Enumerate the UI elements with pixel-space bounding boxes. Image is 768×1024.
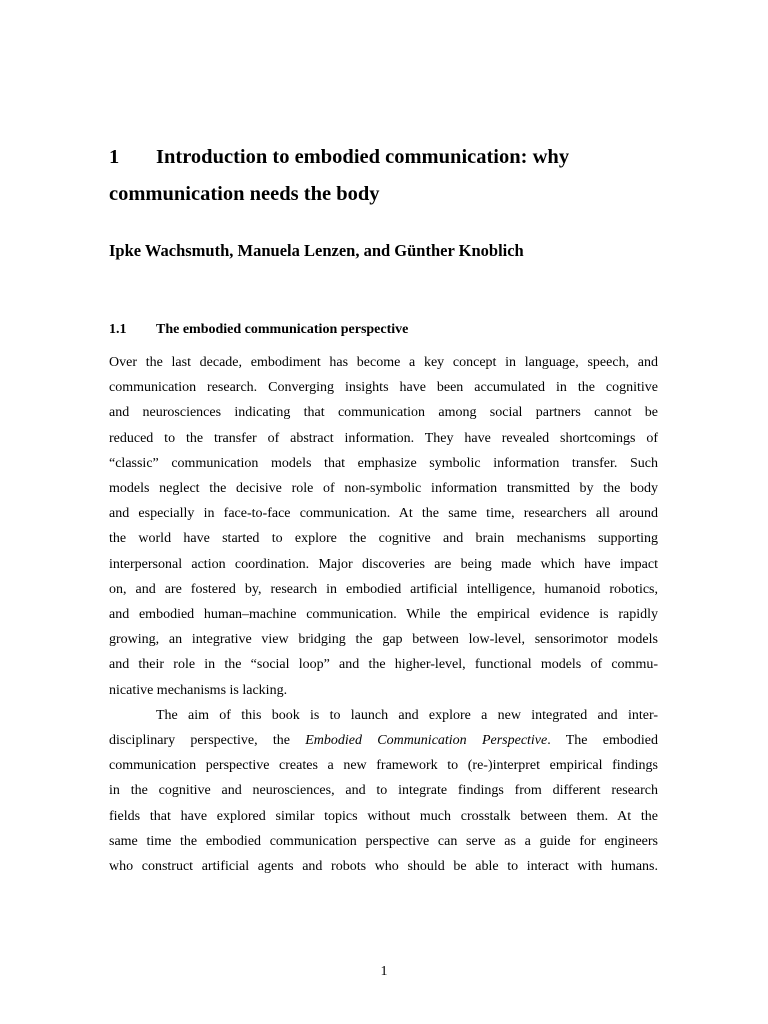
chapter-number: 1 (109, 146, 120, 168)
chapter-heading (109, 139, 669, 213)
paragraph-2-line: fields that have explored similar topics without much crosstalk between them. At the (109, 808, 658, 824)
paragraph-2-line2-start: disciplinary perspective, the (109, 733, 306, 749)
paragraph-1-line: growing, an integrative view bridging the gap between low-level, sensorimotor models (109, 632, 658, 648)
paragraph-2 (109, 703, 658, 879)
section-number: 1.1 (109, 322, 127, 337)
paragraph-1-line: communication research. Converging insights have been accumulated in the cognitive (109, 380, 658, 396)
emphasis-term: Embodied Communication Perspective (305, 733, 548, 749)
paragraph-1-line: reduced to the transfer of abstract information. They have revealed shortcomings of (109, 430, 658, 446)
paragraph-2-line: in the cognitive and neurosciences, and to integrate findings from different research (109, 783, 658, 799)
paragraph-1-line: Over the last decade, embodiment has become a key concept in language, speech, and (109, 355, 658, 370)
paragraph-1-line: and their role in the “social loop” and the higher-level, functional models of commu- (109, 657, 658, 673)
section-title: The embodied communication perspective (156, 322, 409, 337)
paragraph-2-line: same time the embodied communication perspective can serve as a guide for engineers (109, 833, 658, 849)
body-text (109, 350, 658, 879)
paragraph-2-line2-end: . The embodied (547, 733, 658, 749)
paragraph-1-line: and embodied human–machine communication. While the empirical evidence is rapidly (109, 607, 658, 623)
paragraph-1-line: and especially in face-to-face communication. At the same time, researchers all around (109, 506, 658, 522)
section-heading (109, 318, 408, 342)
paragraph-1-line: interpersonal action coordination. Major discoveries are being made which have impact (109, 556, 658, 572)
paragraph-2-line (109, 728, 658, 753)
paragraph-1-line: models neglect the decisive role of non-symbolic information transmitted by the body (109, 481, 658, 497)
chapter-title-text-1: Introduction to embodied communication: why (156, 146, 570, 168)
chapter-title-line-2: communication needs the body (109, 183, 380, 205)
paragraph-2-line: The aim of this book is to launch and explore a new integrated and inter- (156, 707, 658, 723)
chapter-title-line-1 (109, 139, 669, 176)
authors-line: Ipke Wachsmuth, Manuela Lenzen, and Günther Knoblich (109, 241, 524, 260)
paragraph-1-line: and neurosciences indicating that communication among social partners cannot be (109, 405, 658, 421)
paragraph-1-line: nicative mechanisms is lacking. (109, 682, 288, 698)
paragraph-1-line: the world have started to explore the cognitive and brain mechanisms supporting (109, 531, 658, 547)
paragraph-1-line: on, and are fostered by, research in embodied artificial intelligence, humanoid robotics, (109, 581, 658, 597)
page-number: 1 (380, 964, 388, 979)
paragraph-1 (109, 350, 658, 703)
paragraph-2-line: communication perspective creates a new framework to (re-)interpret empirical findings (109, 758, 658, 774)
paragraph-1-line: “classic” communication models that emphasize symbolic information transfer. Such (109, 455, 658, 471)
paragraph-2-line: who construct artificial agents and robots who should be able to interact with humans. (109, 859, 658, 875)
